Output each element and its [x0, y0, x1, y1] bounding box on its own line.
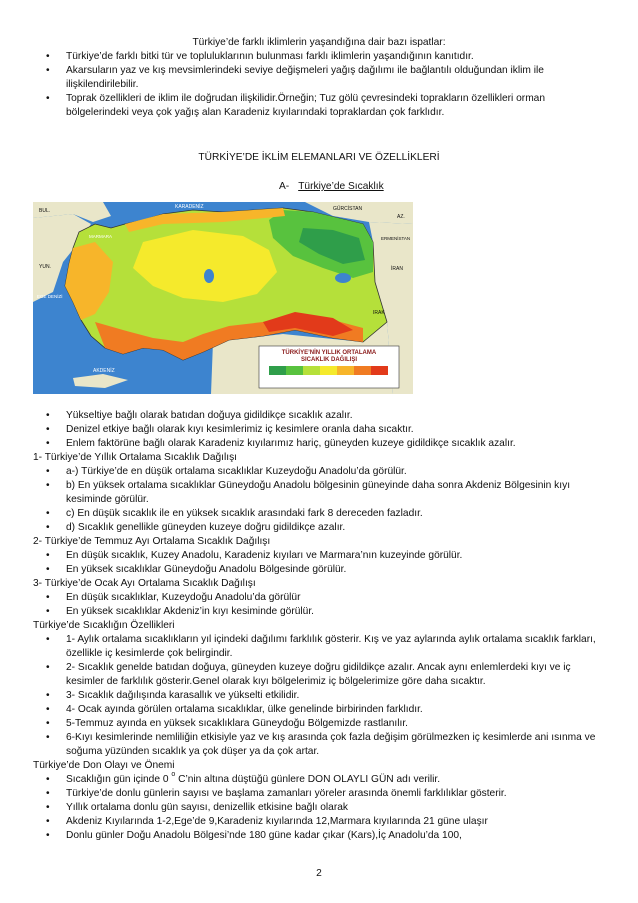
legend-swatch [320, 366, 337, 375]
heading-4: Türkiye’de Sıcaklığın Özellikleri [33, 620, 175, 631]
list-item: • Akarsuların yaz ve kış mevsimlerindeki seviye değişmeleri yağış dağılımı ile bağlantılı olduğundan iklim ile ilişkilendirilebilir. [66, 64, 606, 92]
heading-1: 1- Türkiye’de Yıllık Ortalama Sıcaklık Dağılışı [33, 452, 238, 463]
list-2 [66, 549, 608, 577]
legend-swatch [303, 366, 320, 375]
temperature-map [33, 202, 413, 394]
map-tuz-lake [204, 269, 214, 283]
list-item: • En düşük sıcaklıklar, Kuzeydoğu Anadolu’da görülür [66, 591, 608, 605]
list-1 [66, 465, 608, 535]
list-item: • Donlu günler Doğu Anadolu Bölgesi’nde 180 güne kadar çıkar (Kars),İç Anadolu’da 100, [66, 829, 608, 843]
list-4 [66, 633, 608, 759]
subsection-heading [279, 180, 384, 194]
heading-3: 3- Türkiye’de Ocak Ayı Ortalama Sıcaklık Dağılışı [33, 578, 256, 589]
list-item: • 2- Sıcaklık genelde batıdan doğuya, güneyden kuzeye doğru gidildikçe azalır. Ancak aynı enlemlerdeki kıyı ve iç kesimler de farklılık gösterir.Genel olarak kıyı bölgelerimiz iç bölgelerimize göre daha sıcaktır. [66, 661, 608, 689]
intro-title: Türkiye’de farklı iklimlerin yaşandığına dair bazı ispatlar: [192, 37, 446, 48]
intro-list [66, 50, 606, 120]
map-label: GÜRCİSTAN [333, 206, 363, 212]
list-item: • 6-Kıyı kesimlerinde nemliliğin etkisiyle yaz ve kış arasında çok fazla değişim görülmezken iç kesimlerde ani ısınma ve soğuma yüzünden sıcaklık ya çok düşer ya da çok artar. [66, 731, 608, 759]
heading-2: 2- Türkiye’de Temmuz Ayı Ortalama Sıcaklık Dağılışı [33, 536, 271, 547]
map-label: IRAK [373, 310, 385, 316]
subsection-title: Türkiye’de Sıcaklık [298, 181, 384, 192]
list-item: • Türkiye’de farklı bitki tür ve topluluklarının bulunması farklı iklimlerin yaşandığının kanıtıdır. [66, 50, 606, 64]
list-item: • En yüksek sıcaklıklar Akdeniz’in kıyı kesiminde görülür. [66, 605, 608, 619]
map-van-lake [335, 273, 351, 283]
map-label: KARADENİZ [175, 204, 204, 210]
list-item: • Yıllık ortalama donlu gün sayısı, denizellik etkisine bağlı olarak [66, 801, 608, 815]
legend-swatch [371, 366, 388, 375]
list-item: • Denizel etkiye bağlı olarak kıyı kesimlerimiz iç kesimlere oranla daha sıcaktır. [66, 423, 608, 437]
list-item: • Toprak özellikleri de iklim ile doğrudan ilişkilidir.Örneğin; Tuz gölü çevresindeki toprakların özellikleri orman bölgelerindeki veya çok yağış alan Karadeniz kıyılarındaki topraklardan çok farklıdır. [66, 92, 606, 120]
map-label: ERMENİSTAN [381, 236, 411, 241]
legend-title: TÜRKİYE’NİN YILLIK ORTALAMA [281, 350, 377, 356]
list-3 [66, 591, 608, 619]
list-item: • Türkiye’de donlu günlerin sayısı ve başlama zamanları yöreler arasında önemli farklılıklar gösterir. [66, 787, 608, 801]
list-item: • En düşük sıcaklık, Kuzey Anadolu, Karadeniz kıyıları ve Marmara’nın kuzeyinde görülür. [66, 549, 608, 563]
list-item: • En yüksek sıcaklıklar Güneydoğu Anadolu Bölgesinde görülür. [66, 563, 608, 577]
body-content [33, 409, 608, 843]
map-label: MARMARA [89, 234, 113, 239]
list-item: • 5-Temmuz ayında en yüksek sıcaklıklara Güneydoğu Bölgemizde rastlanılır. [66, 717, 608, 731]
list-item: • d) Sıcaklık genellikle güneyden kuzeye doğru gidildikçe azalır. [66, 521, 608, 535]
bullets-a [66, 409, 608, 451]
legend-swatch [337, 366, 354, 375]
list-item [66, 773, 608, 787]
degree-mark: o [171, 771, 176, 778]
subsection-letter: A- [279, 181, 290, 192]
map-label: BUL. [39, 208, 51, 214]
page-number: 2 [316, 868, 322, 879]
legend-swatch [286, 366, 303, 375]
list-item: • 4- Ocak ayında görülen ortalama sıcaklıklar, ülke genelinde birbirinden farklıdır. [66, 703, 608, 717]
map-label: İRAN [391, 266, 403, 272]
don-text-post: C’nin altına düştüğü günlere DON OLAYLI GÜN adı verilir. [178, 774, 441, 785]
list-item: • Yükseltiye bağlı olarak batıdan doğuya gidildikçe sıcaklık azalır. [66, 409, 608, 423]
legend-subtitle: SICAKLIK DAĞILIŞI [300, 357, 358, 363]
legend-swatch [269, 366, 286, 375]
map-label: AKDENİZ [93, 368, 115, 374]
legend-swatch [354, 366, 371, 375]
list-item: • b) En yüksek ortalama sıcaklıklar Güneydoğu Anadolu bölgesinin güneyinde daha sonra Akdeniz Bölgesinin kıyı kesiminde görülür. [66, 479, 608, 507]
list-item: • Enlem faktörüne bağlı olarak Karadeniz kıyılarımız hariç, güneyden kuzeye gidildikçe sıcaklık azalır. [66, 437, 608, 451]
heading-5: Türkiye’de Don Olayı ve Önemi [33, 760, 175, 771]
section-title: TÜRKİYE’DE İKLİM ELEMANLARI VE ÖZELLİKLERİ [198, 152, 440, 163]
list-item: • Akdeniz Kıyılarında 1-2,Ege’de 9,Karadeniz kıyılarında 12,Marmara kıyılarında 21 güne ulaşır [66, 815, 608, 829]
map-label: YUN. [39, 264, 51, 270]
map-label: EGE DENİZİ [37, 294, 63, 299]
list-item: • c) En düşük sıcaklık ile en yüksek sıcaklık arasındaki fark 8 dereceden fazladır. [66, 507, 608, 521]
list-item: • a-) Türkiye’de en düşük ortalama sıcaklıklar Kuzeydoğu Anadolu’da görülür. [66, 465, 608, 479]
list-5 [66, 773, 608, 843]
legend-swatches [269, 366, 388, 375]
list-item: • 3- Sıcaklık dağılışında karasallık ve yükselti etkilidir. [66, 689, 608, 703]
don-text-pre: Sıcaklığın gün içinde 0 [66, 774, 169, 785]
list-item: • 1- Aylık ortalama sıcaklıkların yıl içindeki dağılımı farklılık gösterir. Kış ve yaz aylarında aylık ortalama sıcaklık farkları, özellikle iç kesimlerde çok belirgindir. [66, 633, 608, 661]
map-label: AZ. [397, 214, 405, 220]
